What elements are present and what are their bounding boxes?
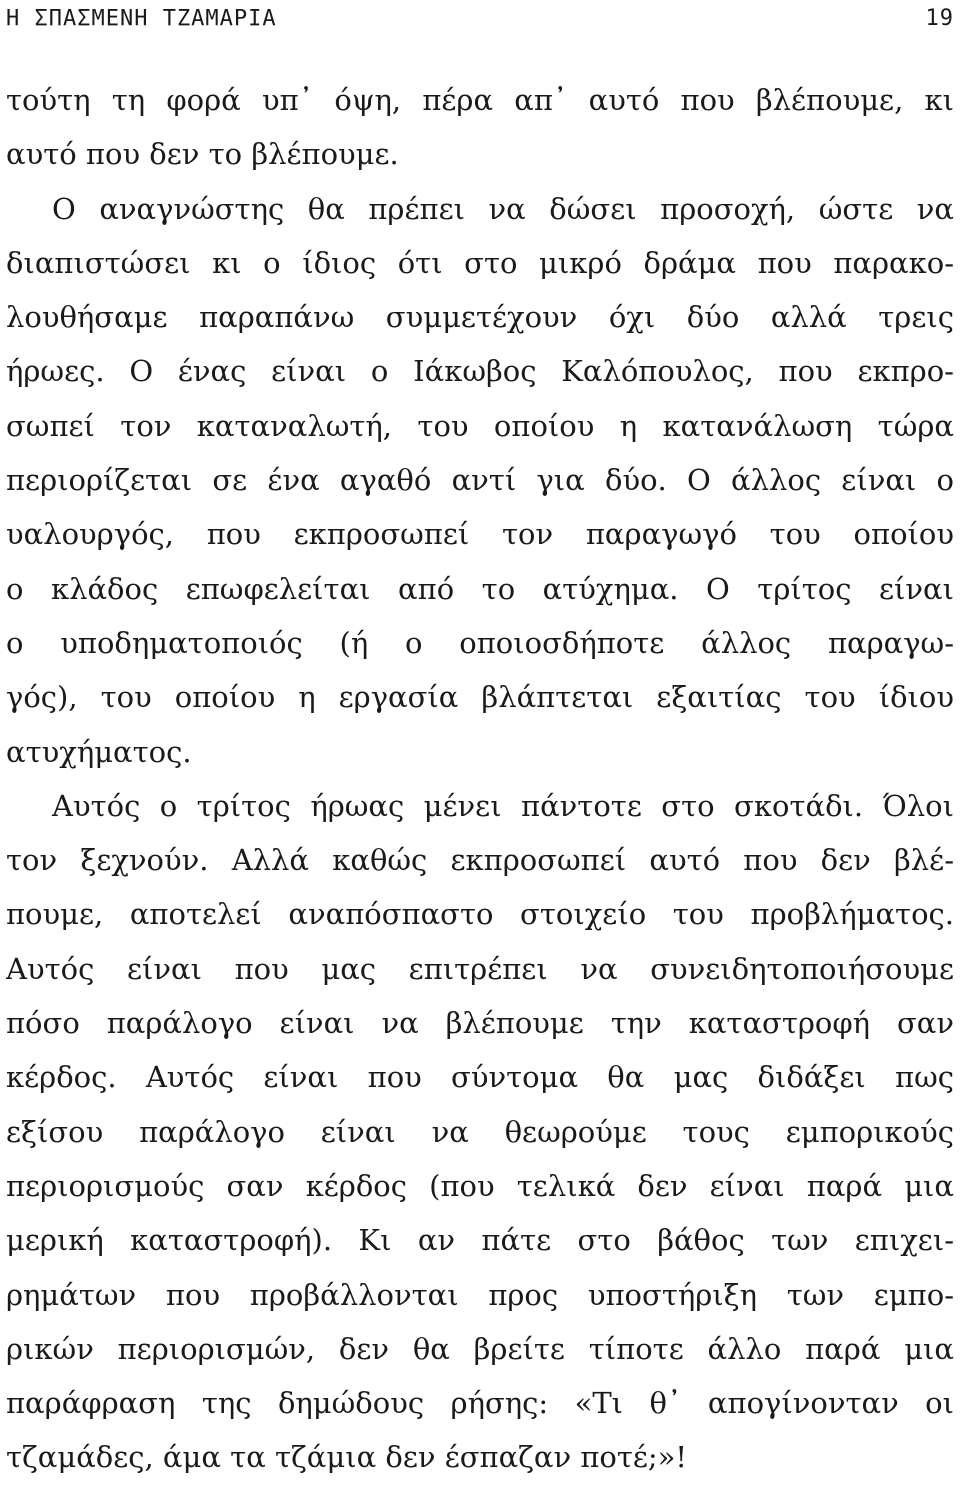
text-line: διαπιστώσει κι ο ίδιος ότι στο μικρό δράμα που παρακο- (6, 245, 954, 280)
paragraph-start-line: Αυτός ο τρίτος ήρωας μένει πάντοτε στο σκοτάδι. Όλοι (52, 788, 954, 823)
text-line: κέρδος. Αυτός είναι που σύντομα θα μας διδάξει πως (6, 1060, 954, 1095)
body-text (6, 73, 954, 1485)
text-line: ο κλάδος επωφελείται από το ατύχημα. Ο τρίτος είναι (6, 571, 954, 606)
text-line: ατυχήματος. (6, 734, 192, 769)
text-line: λουθήσαμε παραπάνω συμμετέχουν όχι δύο αλλά τρεις (6, 300, 954, 335)
running-head-title: Η ΣΠΑΣΜΕΝΗ ΤΖΑΜΑΡΙΑ (6, 6, 277, 31)
text-line: ρικών περιορισμών, δεν θα βρείτε τίποτε άλλο παρά μια (6, 1331, 954, 1366)
text-line: ο υποδηματοποιός (ή ο οποιοσδήποτε άλλος παραγω- (6, 625, 954, 660)
text-line: μερική καταστροφή). Κι αν πάτε στο βάθος των επιχει- (6, 1223, 954, 1258)
text-line: περιορίζεται σε ένα αγαθό αντί για δύο. Ο άλλος είναι ο (6, 463, 954, 498)
text-line: τούτη τη φορά υπ᾽ όψη, πέρα απ᾽ αυτό που βλέπουμε, κι (6, 83, 954, 117)
page-number: 19 (925, 6, 954, 31)
text-line: γός), του οποίου η εργασία βλάπτεται εξαιτίας του ίδιου (6, 680, 954, 715)
text-line: περιορισμούς σαν κέρδος (που τελικά δεν είναι παρά μια (6, 1168, 954, 1203)
text-line: σωπεί τον καταναλωτή, του οποίου η κατανάλωση τώρα (6, 408, 954, 443)
text-line: αυτό που δεν το βλέπουμε. (6, 137, 399, 172)
text-line: τον ξεχνούν. Αλλά καθώς εκπροσωπεί αυτό που δεν βλέ- (6, 843, 954, 878)
text-line: εξίσου παράλογο είναι να θεωρούμε τους εμπορικούς (6, 1114, 954, 1149)
text-line: πουμε, αποτελεί αναπόσπαστο στοιχείο του προβλήματος. (6, 897, 954, 932)
text-line: τζαμάδες, άμα τα τζάμια δεν έσπαζαν ποτέ;»! (6, 1440, 688, 1475)
text-line: παράφραση της δημώδους ρήσης: «Τι θ᾽ απογίνονταν οι (6, 1386, 954, 1421)
text-line: ρημάτων που προβάλλονται προς υποστήριξη των εμπο- (6, 1277, 954, 1312)
running-head (6, 4, 954, 34)
text-line: υαλουργός, που εκπροσωπεί τον παραγωγό του οποίου (6, 517, 954, 552)
text-line: ήρωες. Ο ένας είναι ο Ιάκωβος Καλόπουλος, που εκπρο- (6, 354, 954, 389)
text-line: πόσο παράλογο είναι να βλέπουμε την καταστροφή σαν (6, 1006, 954, 1041)
paragraph-start-line: Ο αναγνώστης θα πρέπει να δώσει προσοχή, ώστε να (52, 191, 954, 226)
text-line: Αυτός είναι που μας επιτρέπει να συνειδητοποιήσουμε (6, 951, 954, 986)
